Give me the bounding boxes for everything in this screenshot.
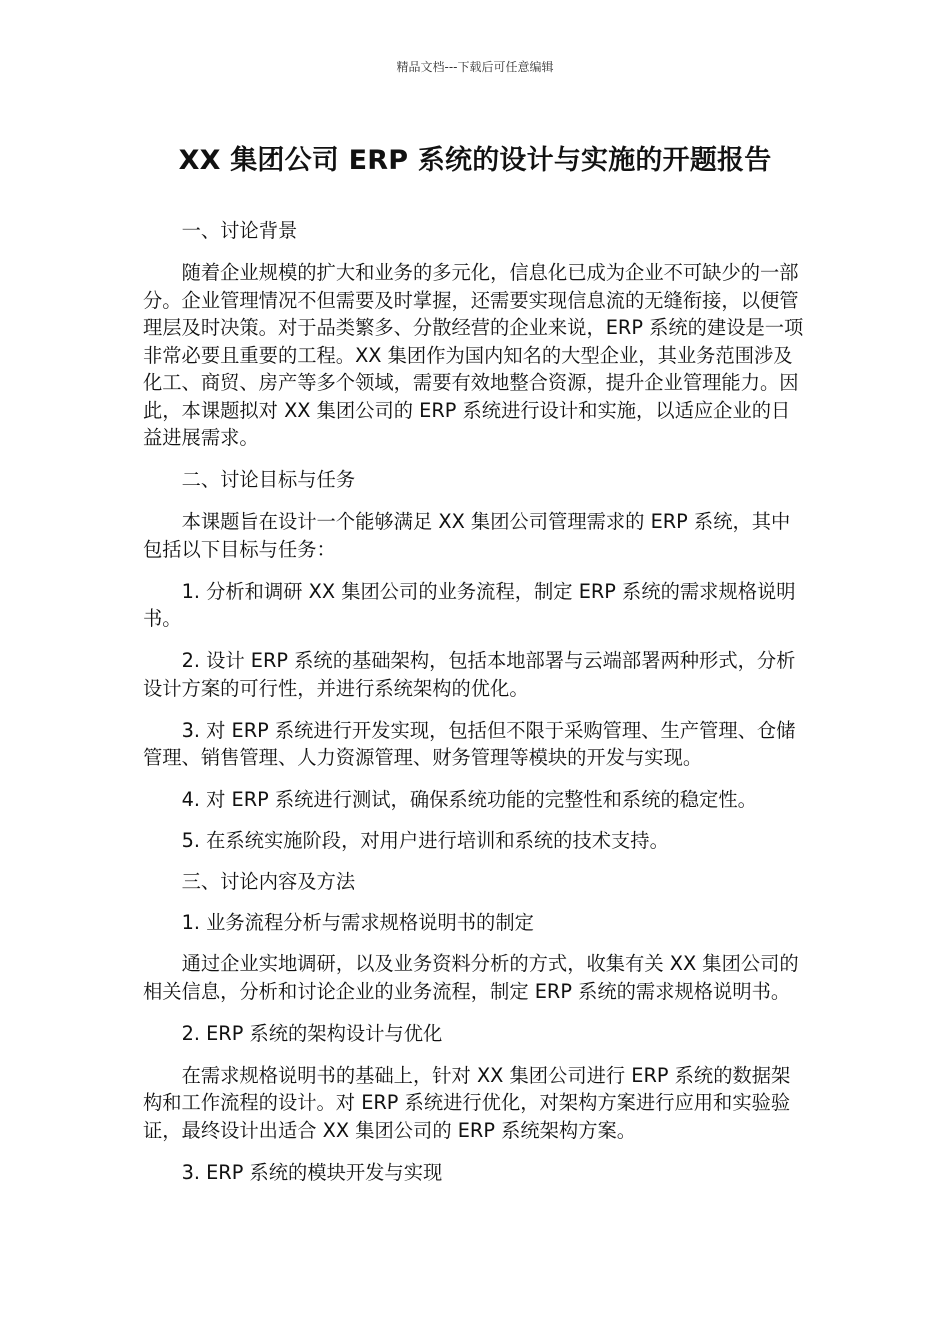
document-body (143, 217, 809, 1201)
goal-item-4: 4. 对 ERP 系统进行测试，确保系统功能的完整性和系统的稳定性。 (181, 788, 757, 811)
section-heading-goals: 二、讨论目标与任务 (181, 468, 356, 491)
header-note: 精品文档---下载后可任意编辑 (396, 60, 554, 74)
goal-item-2: 2. 设计 ERP 系统的基础架构，包括本地部署与云端部署两种形式，分析设计方案的可行性，并进行系统架构的优化。 (143, 649, 796, 700)
paragraph-background: 随着企业规模的扩大和业务的多元化，信息化已成为企业不可缺少的一部分。企业管理情况不但需要及时掌握，还需要实现信息流的无缝衔接，以便管理层及时决策。对于品类繁多、分散经营的企业来说，ERP 系统的建设是一项非常必要且重要的工程。XX 集团作为国内知名的大型企业，其业务范围涉及化工、商贸、房产等多个领域，需要有效地整合资源，提升企业管理能力。因此，本课题拟对 XX 集团公司的 ERP 系统进行设计和实施，以适应企业的日益进展需求。 (143, 261, 804, 449)
document-title: XX 集团公司 ERP 系统的设计与实施的开题报告 (178, 145, 772, 176)
paragraph-goals-intro: 本课题旨在设计一个能够满足 XX 集团公司管理需求的 ERP 系统，其中包括以下目标与任务： (143, 510, 791, 561)
method-paragraph-1: 通过企业实地调研，以及业务资料分析的方式，收集有关 XX 集团公司的相关信息，分析和讨论企业的业务流程，制定 ERP 系统的需求规格说明书。 (143, 952, 799, 1003)
method-paragraph-2: 在需求规格说明书的基础上，针对 XX 集团公司进行 ERP 系统的数据架构和工作流程的设计。对 ERP 系统进行优化，对架构方案进行应用和实验验证，最终设计出适合 XX 集团公司的 ERP 系统架构方案。 (143, 1063, 791, 1142)
method-heading-2: 2. ERP 系统的架构设计与优化 (181, 1021, 443, 1045)
section-heading-background: 一、讨论背景 (181, 219, 298, 242)
goal-item-5: 5. 在系统实施阶段，对用户进行培训和系统的技术支持。 (181, 829, 669, 852)
method-heading-3: 3. ERP 系统的模块开发与实现 (181, 1160, 443, 1184)
method-heading-1: 1. 业务流程分析与需求规格说明书的制定 (181, 911, 534, 934)
goal-item-1: 1. 分析和调研 XX 集团公司的业务流程，制定 ERP 系统的需求规格说明书。 (143, 579, 796, 630)
section-heading-methods: 三、讨论内容及方法 (181, 870, 356, 893)
goal-item-3: 3. 对 ERP 系统进行开发实现，包括但不限于采购管理、生产管理、仓储管理、销售管理、人力资源管理、财务管理等模块的开发与实现。 (143, 718, 796, 769)
